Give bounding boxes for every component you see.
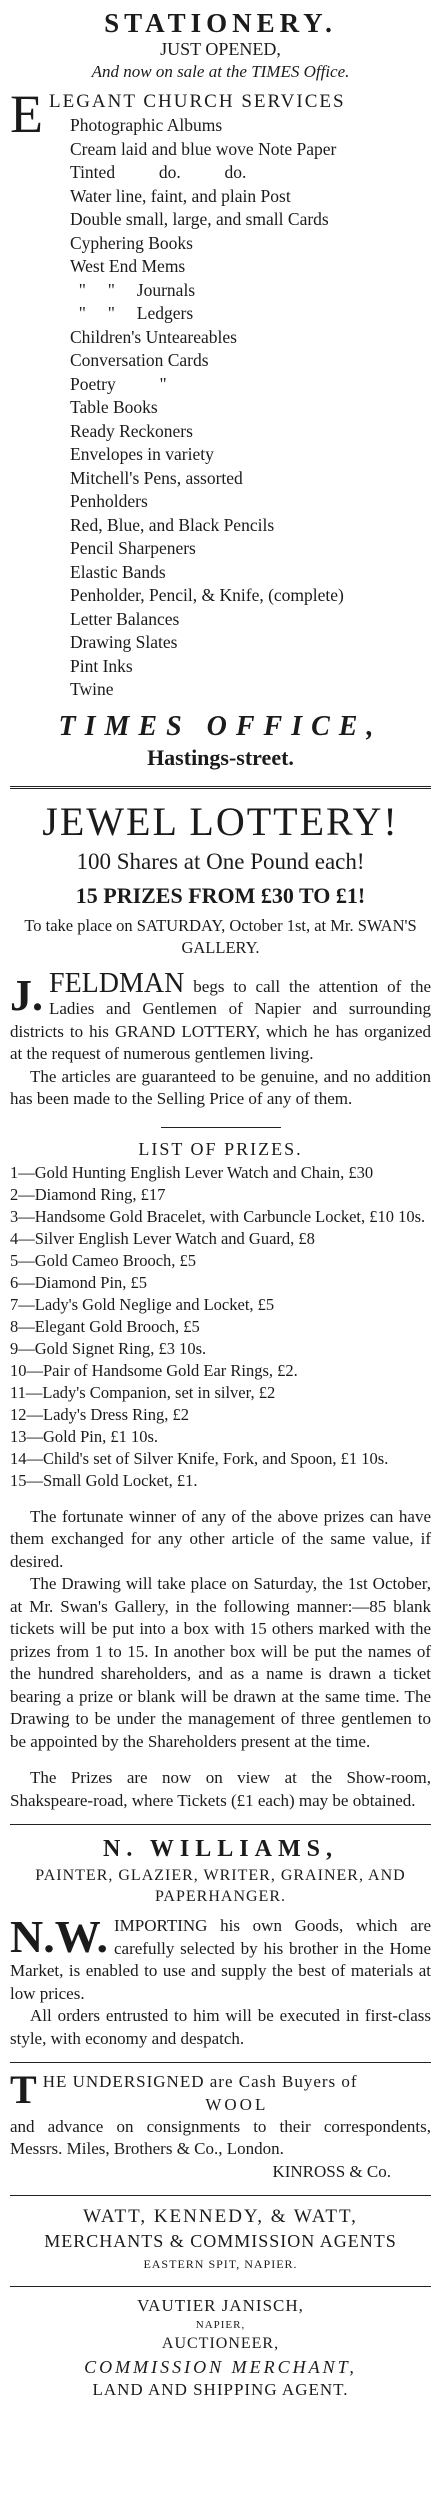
stationery-item: Ready Reckoners bbox=[70, 420, 193, 441]
stationery-item: Drawing Slates bbox=[70, 632, 178, 652]
divider bbox=[10, 786, 431, 789]
williams-dropcap: N.W. bbox=[10, 1911, 108, 1962]
stationery-first-item: LEGANT CHURCH SERVICES bbox=[49, 91, 346, 112]
stationery-item: Children's Unteareables bbox=[70, 326, 237, 347]
williams-text-2: All orders entrusted to him will be executed in first-class style, with economy and despatch. bbox=[10, 2006, 431, 2048]
divider bbox=[161, 1127, 281, 1128]
prize-item: 8—Elegant Gold Brooch, £5 bbox=[10, 1316, 200, 1336]
stationery-item: Pencil Sharpeners bbox=[70, 538, 196, 558]
stationery-item: Mitchell's Pens, assorted bbox=[70, 467, 243, 488]
prize-item: 12—Lady's Dress Ring, £2 bbox=[10, 1404, 189, 1424]
watt-ad bbox=[10, 2200, 431, 2282]
stationery-item: Water line, faint, and plain Post bbox=[70, 185, 291, 206]
kinross-wool: WOOL bbox=[205, 2094, 269, 2114]
stationery-item: Red, Blue, and Black Pencils bbox=[70, 514, 275, 535]
williams-title: N. WILLIAMS, bbox=[103, 1836, 338, 1862]
divider bbox=[10, 2195, 431, 2196]
prize-item: 15—Small Gold Locket, £1. bbox=[10, 1470, 198, 1490]
lottery-ad bbox=[10, 795, 431, 1821]
lottery-guarantee: The articles are guaranteed to be genuine, and no addition has been made to the Selling Price of any of them. bbox=[10, 1066, 431, 1108]
prize-item: 1—Gold Hunting English Lever Watch and Chain, £30 bbox=[10, 1162, 374, 1182]
stationery-subtitle: JUST OPENED, bbox=[160, 39, 281, 59]
lottery-dropcap: J. bbox=[10, 970, 43, 1020]
prize-item: 13—Gold Pin, £1 10s. bbox=[10, 1426, 159, 1446]
lottery-drawing: The Drawing will take place on Saturday, the 1st October, at Mr. Swan's Gallery, in the following manner:—85 blank tickets will be put into a box with 15 others marked with the prizes from 1 to 15. In another box will be put the names of the hundred shareholders, and as a name is drawn a ticket bearing a prize or blank will be drawn at the same time. The Drawing to be under the management of three gentlemen to be appointed by the Shareholders present at the time. bbox=[10, 1574, 431, 1751]
stationery-footer-address: Hastings-street. bbox=[147, 744, 294, 770]
lottery-shares: 100 Shares at One Pound each! bbox=[76, 848, 365, 874]
divider bbox=[10, 2062, 431, 2063]
vautier-ad bbox=[10, 2291, 431, 2409]
kinross-heading: HE UNDERSIGNED are Cash Buyers of bbox=[42, 2072, 358, 2091]
vautier-name: VAUTIER JANISCH, bbox=[137, 2295, 304, 2315]
stationery-item: Twine bbox=[70, 679, 114, 699]
prize-item: 14—Child's set of Silver Knife, Fork, and Spoon, £1 10s. bbox=[10, 1448, 389, 1468]
watt-title: WATT, KENNEDY, & WATT, bbox=[83, 2205, 358, 2227]
stationery-item: Letter Balances bbox=[70, 608, 180, 629]
williams-text-1: IMPORTING his own Goods, which are carefully selected by his brother in the Home Market, is enabled to use and supply the best of materials at low prices. bbox=[10, 1916, 431, 2003]
williams-trades: PAINTER, GLAZIER, WRITER, GRAINER, AND PAPERHANGER. bbox=[35, 1867, 406, 1905]
stationery-item: Envelopes in variety bbox=[70, 444, 214, 464]
stationery-item: Table Books bbox=[70, 397, 158, 417]
stationery-item: Photographic Albums bbox=[70, 115, 223, 135]
lottery-title: JEWEL LOTTERY! bbox=[42, 798, 399, 844]
stationery-item: Conversation Cards bbox=[70, 350, 209, 370]
kinross-signature: KINROSS & Co. bbox=[272, 2161, 391, 2181]
stationery-ad bbox=[10, 4, 431, 780]
lottery-fortunate: The fortunate winner of any of the above prizes can have them exchanged for any other article of the same value, if desired. bbox=[10, 1506, 431, 1571]
stationery-item: " " Ledgers bbox=[70, 303, 194, 323]
stationery-item: Poetry " bbox=[70, 373, 167, 394]
vautier-line2: COMMISSION MERCHANT, bbox=[84, 2356, 357, 2377]
stationery-item: Penholder, Pencil, & Knife, (complete) bbox=[70, 585, 344, 605]
stationery-item: " " Journals bbox=[70, 279, 196, 300]
prize-item: 11—Lady's Companion, set in silver, £2 bbox=[10, 1382, 276, 1402]
prize-item: 2—Diamond Ring, £17 bbox=[10, 1184, 166, 1204]
stationery-item: Cream laid and blue wove Note Paper bbox=[70, 138, 337, 159]
prize-list bbox=[10, 1162, 431, 1492]
stationery-footer-title: TIMES OFFICE, bbox=[58, 710, 383, 742]
stationery-tagline: And now on sale at the TIMES Office. bbox=[91, 62, 350, 81]
stationery-item: Elastic Bands bbox=[70, 561, 166, 582]
lottery-place: To take place on SATURDAY, October 1st, at Mr. SWAN'S GALLERY. bbox=[24, 915, 417, 957]
williams-text bbox=[10, 1911, 431, 2005]
divider bbox=[10, 2286, 431, 2287]
vautier-place: NAPIER, bbox=[195, 2318, 246, 2331]
prize-item: 10—Pair of Handsome Gold Ear Rings, £2. bbox=[10, 1360, 298, 1380]
prize-item: 7—Lady's Gold Neglige and Locket, £5 bbox=[10, 1294, 275, 1314]
lottery-view: The Prizes are now on view at the Show-room, Shakspeare-road, where Tickets (£1 each) may be obtained. bbox=[10, 1768, 431, 1810]
stationery-item: West End Mems bbox=[70, 256, 186, 276]
vautier-line1: AUCTIONEER, bbox=[161, 2334, 280, 2352]
stationery-item: Pint Inks bbox=[70, 655, 133, 676]
prize-item: 6—Diamond Pin, £5 bbox=[10, 1272, 148, 1292]
watt-subtitle: MERCHANTS & COMMISSION AGENTS bbox=[44, 2230, 397, 2251]
stationery-dropcap: E bbox=[10, 84, 43, 144]
stationery-item: Cyphering Books bbox=[70, 232, 193, 253]
stationery-item: Double small, large, and small Cards bbox=[70, 209, 329, 229]
kinross-dropcap: T bbox=[10, 2067, 37, 2112]
lottery-prizes-line: 15 PRIZES FROM £30 TO £1! bbox=[75, 882, 366, 908]
williams-ad bbox=[10, 1829, 431, 2058]
divider bbox=[10, 1824, 431, 1825]
prize-item: 5—Gold Cameo Brooch, £5 bbox=[10, 1250, 197, 1270]
kinross-ad bbox=[10, 2067, 431, 2191]
stationery-title: STATIONERY. bbox=[104, 8, 337, 38]
lottery-intro-name: FELDMAN bbox=[49, 967, 185, 999]
watt-location: EASTERN SPIT, NAPIER. bbox=[143, 2256, 298, 2271]
prize-list-title: LIST OF PRIZES. bbox=[138, 1138, 303, 1159]
kinross-text: and advance on consignments to their correspondents, Messrs. Miles, Brothers & Co., London. bbox=[10, 2116, 431, 2158]
lottery-intro bbox=[10, 967, 431, 1066]
stationery-items bbox=[10, 114, 431, 702]
vautier-line3: LAND AND SHIPPING AGENT. bbox=[92, 2379, 349, 2399]
prize-item: 3—Handsome Gold Bracelet, with Carbuncle Locket, £10 10s. bbox=[10, 1206, 426, 1226]
lottery-intro-text: begs to call the attention of the Ladies and Gentlemen of Napier and surrounding districts to his GRAND LOTTERY, which he has organized at the request of numerous gentlemen living. bbox=[10, 976, 431, 1063]
prize-item: 4—Silver English Lever Watch and Guard, £8 bbox=[10, 1228, 315, 1248]
prize-item: 9—Gold Signet Ring, £3 10s. bbox=[10, 1338, 207, 1358]
stationery-item: Penholders bbox=[70, 491, 148, 511]
stationery-item: Tinted do. do. bbox=[70, 162, 247, 182]
